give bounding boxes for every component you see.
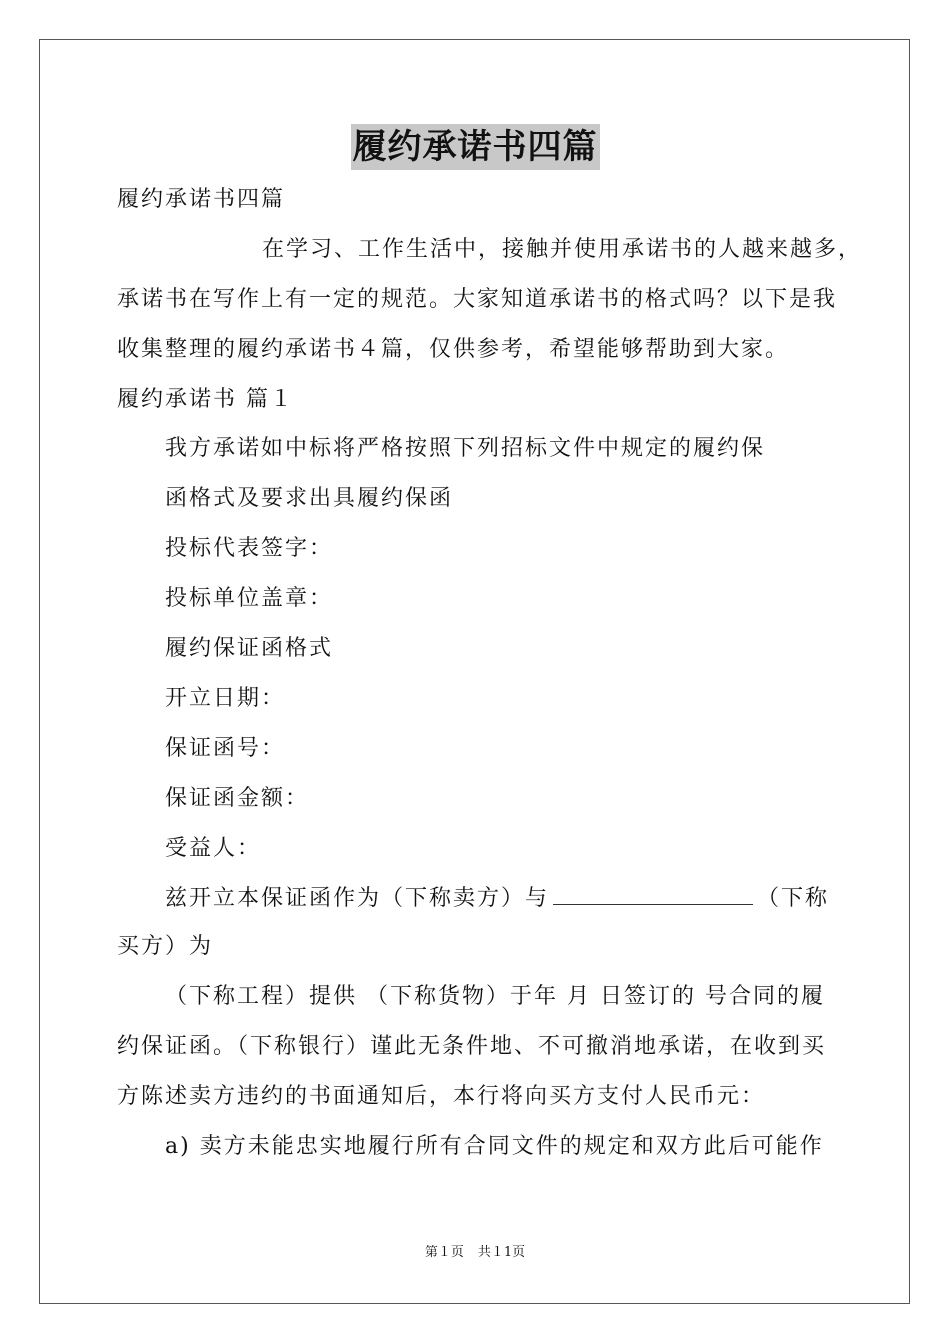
contract-line-1: （下称工程）提供 （下称货物）于年 月 日签订的 号合同的履 [165, 984, 825, 1009]
section-heading: 履约承诺书 篇１ [117, 387, 294, 412]
body-line-format: 履约保证函格式 [165, 636, 334, 661]
body-line-date: 开立日期： [165, 686, 286, 711]
body-line-amount: 保证函金额： [165, 786, 310, 811]
body-line-seal: 投标单位盖章： [165, 586, 334, 611]
page-total: 共１1页 [477, 1245, 526, 1260]
document-title: 履约承诺书四篇 [351, 124, 600, 170]
page-footer [0, 1244, 950, 1262]
fill-in-blank [553, 882, 753, 905]
body-line-signature: 投标代表签字： [165, 536, 334, 561]
page-border [39, 39, 910, 1304]
list-item-a: a) 卖方未能忠实地履行所有合同文件的规定和双方此后可能作 [165, 1134, 824, 1159]
intro-line-2: 承诺书在写作上有一定的规范。大家知道承诺书的格式吗？以下是我 [117, 287, 838, 312]
blank-paragraph-after: （下称 [757, 886, 830, 911]
contract-line-3: 方陈述卖方违约的书面通知后，本行将向买方支付人民币元： [117, 1084, 766, 1109]
page-number: 第１页 [424, 1245, 464, 1260]
blank-paragraph-before: 兹开立本保证函作为（下称卖方）与 [165, 886, 550, 911]
blank-paragraph-continuation: 买方）为 [117, 934, 214, 959]
contract-line-2: 约保证函。（下称银行）谨此无条件地、不可撤消地承诺，在收到买 [117, 1034, 827, 1059]
intro-line-1: 在学习、工作生活中，接触并使用承诺书的人越来越多， [262, 237, 863, 262]
body-line-commitment-2: 函格式及要求出具履约保函 [165, 486, 454, 511]
body-line-number: 保证函号： [165, 736, 286, 761]
body-line-beneficiary: 受益人： [165, 836, 262, 861]
blank-paragraph-line [165, 882, 829, 914]
intro-line-3: 收集整理的履约承诺书４篇，仅供参考，希望能够帮助到大家。 [117, 337, 790, 362]
title-container [0, 124, 950, 170]
document-subtitle: 履约承诺书四篇 [117, 187, 286, 212]
body-line-commitment-1: 我方承诺如中标将严格按照下列招标文件中规定的履约保 [165, 436, 766, 461]
